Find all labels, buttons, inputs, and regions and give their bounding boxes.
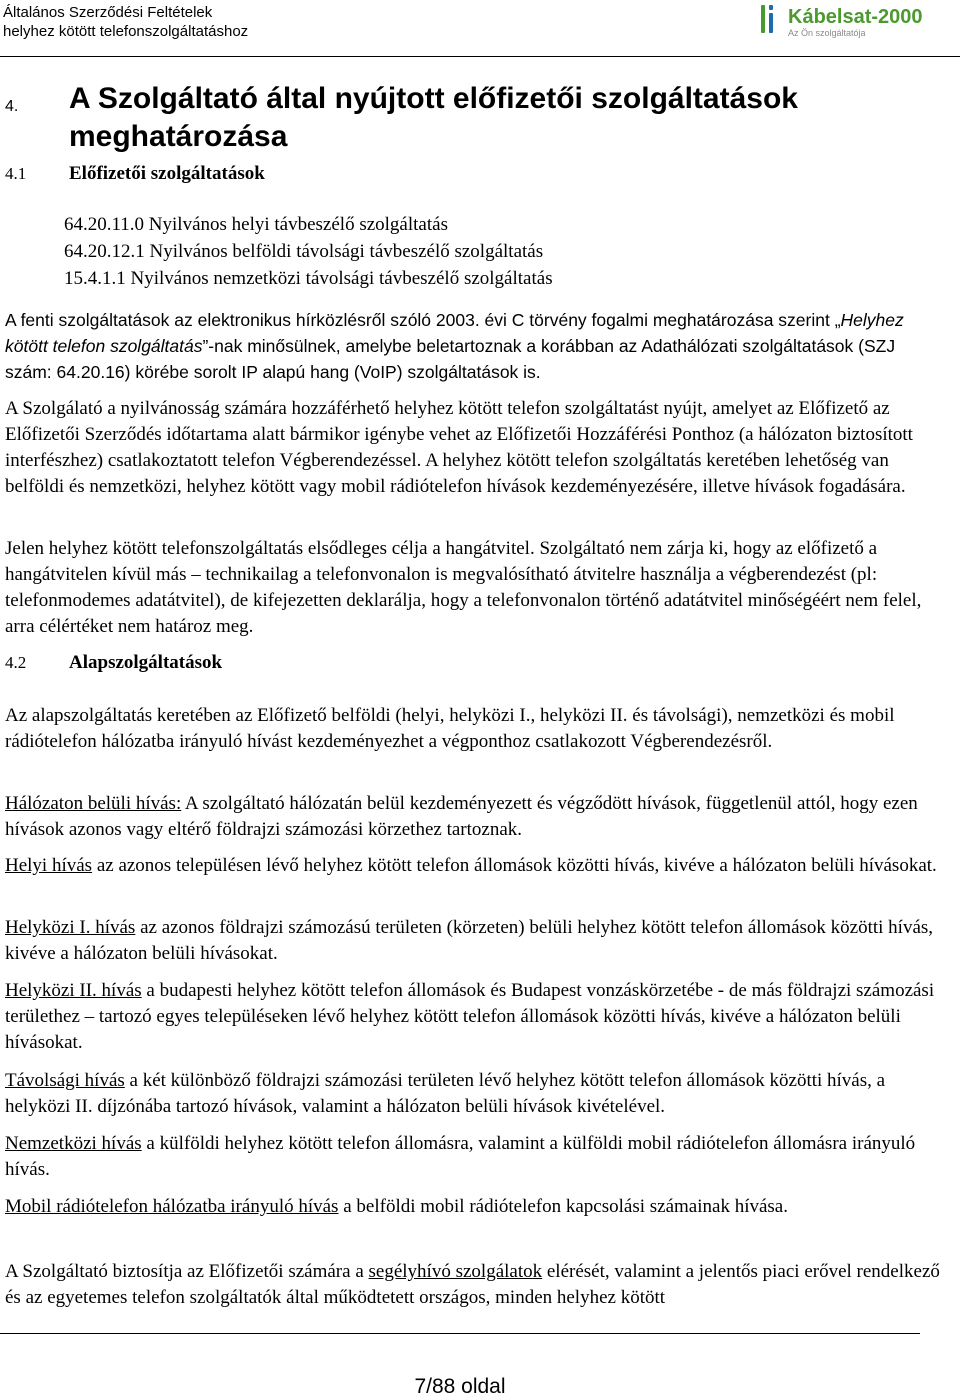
section-4-heading: [5, 80, 945, 156]
footer-divider: [0, 1333, 920, 1334]
definition-international-call: [5, 1131, 945, 1183]
definition-long-distance-call: [5, 1068, 945, 1120]
document-header: [3, 3, 248, 41]
paragraph-service-provision: A Szolgálató a nyilvánosság számára hozzáférhető helyhez kötött telefon szolgáltatást nyújt, amelyet az Előfizető az Előfizetői Szerződés időtartama alatt bármikor igénybe vehet az Előfizetői Hozzáférési Ponthoz (a hálózaton biztosított interfészhez) csatlakoztatott telefon Végberendezéssel. A helyhez kötött telefon szolgáltatás keretében lehetőség van belföldi és nemzetközi, helyhez kötött vagy mobil rádiótelefon hívások kezdeményezésére, illetve hívások fogadására.: [5, 398, 913, 497]
section-4-title: A Szolgáltató által nyújtott előfizetői szolgáltatások meghatározása: [69, 82, 798, 153]
definition-text: a külföldi helyhez kötött telefon állomásra, valamint a külföldi mobil rádiótelefon állomásra irányuló hívás.: [5, 1133, 916, 1180]
definition-network-internal-call: [5, 791, 945, 843]
service-item: 15.4.1.1 Nyilvános nemzetközi távolsági távbeszélő szolgáltatás: [64, 268, 553, 289]
term-intercity-2-call[interactable]: Helyközi II. hívás: [5, 980, 142, 1001]
section-4-1-heading: [5, 162, 265, 186]
paragraph-basic-services: Az alapszolgáltatás keretében az Előfizető belföldi (helyi, helyközi I., helyközi II. és távolsági), nemzetközi és mobil rádiótelefon hálózatba irányuló hívást kezdeményezhet a végponthoz csatlakozott Végberendezésről.: [5, 705, 895, 752]
paragraph-service-definition: [5, 307, 945, 385]
section-4-number: 4.: [5, 98, 19, 115]
paragraph-emergency-services: [5, 1259, 945, 1311]
p5-text-a: A Szolgáltató biztosítja az Előfizetői számára a: [5, 1261, 369, 1282]
term-network-internal-call[interactable]: Hálózaton belüli hívás:: [5, 793, 182, 814]
p1-text-b: ”-nak minősülnek, amelybe beletartoznak a korábban az Adathálózati szolgáltatások (SZJ szám: 64.20.16) körébe sorolt IP alapú hang (VoIP) szolgáltatások is.: [5, 336, 896, 382]
term-mobile-call[interactable]: Mobil rádiótelefon hálózatba irányuló hívás: [5, 1196, 339, 1217]
header-title-line2: helyhez kötött telefonszolgáltatáshoz: [3, 23, 249, 40]
definition-local-call: [5, 853, 945, 879]
section-4-2-title: Alapszolgáltatások: [69, 652, 223, 673]
service-item: 64.20.11.0 Nyilvános helyi távbeszélő szolgáltatás: [64, 214, 448, 235]
definition-text: az azonos földrajzi számozású területen (körzeten) belüli helyhez kötött telefon állomások közötti hívás, kivéve a hálózaton belüli hívásokat.: [5, 917, 934, 964]
definition-mobile-call: [5, 1194, 945, 1220]
term-intercity-1-call[interactable]: Helyközi I. hívás: [5, 917, 136, 938]
definition-text: A szolgáltató hálózatán belül kezdeményezett és végződött hívások, függetlenül attól, hogy ezen hívások azonos vagy eltérő földrajzi számozási körzethez tartoznak.: [5, 793, 918, 840]
p1-emphasis: Helyhez kötött telefon szolgáltatás: [5, 310, 904, 356]
definition-text: a budapesti helyhez kötött telefon állomások és Budapest vonzáskörzetébe - de más földrajzi számozási területhez – tartozó egyes településeken lévő helyhez kötött telefon állomások közötti hívás, kivéve a hálózaton belüli hívásokat.: [5, 980, 935, 1053]
logo-tagline: Az Ön szolgáltatója: [788, 28, 866, 38]
page-number: 7/88 oldal: [414, 1375, 506, 1398]
header-title-line1: Általános Szerződési Feltételek: [3, 4, 213, 21]
term-local-call[interactable]: Helyi hívás: [5, 855, 93, 876]
definition-text: a belföldi mobil rádiótelefon kapcsolási számainak hívása.: [338, 1196, 788, 1217]
term-international-call[interactable]: Nemzetközi hívás: [5, 1133, 142, 1154]
section-4-2-heading: [5, 651, 222, 675]
p5-text-b: elérését, valamint a jelentős piaci erővel rendelkező és az egyetemes telefon szolgáltatók által működtetett országos, minden helyhez kötött: [5, 1261, 940, 1308]
definition-text: a két különböző földrajzi számozási területen lévő helyhez kötött telefon állomások közötti hívás, a helyközi II. díjzónába tartozó hívások, valamint a hálózaton belüli hívások kivételével.: [5, 1070, 886, 1117]
section-4-1-title: Előfizetői szolgáltatások: [69, 163, 265, 184]
logo-name: Kábelsat-2000: [788, 6, 923, 28]
definition-intercity-1-call: [5, 915, 945, 967]
paragraph-voice-transmission: Jelen helyhez kötött telefonszolgáltatás elsődleges célja a hangátvitel. Szolgáltató nem zárja ki, hogy az előfizető a hangátvitelen kívül más – technikailag a telefonvonalon is megvalósítható átvitelre használja a végberendezést (pl: telefonmodemes adatátvitel), de kifejezetten deklarálja, hogy a telefonvonalon történő adatátvitel minőségéért nem felel, arra célértéket nem határoz meg.: [5, 538, 922, 637]
section-4-2-number: 4.2: [5, 653, 27, 672]
service-code-list: [64, 211, 553, 292]
section-4-1-number: 4.1: [5, 164, 27, 183]
header-divider: [0, 56, 960, 57]
service-item: 64.20.12.1 Nyilvános belföldi távolsági távbeszélő szolgáltatás: [64, 241, 544, 262]
term-long-distance-call[interactable]: Távolsági hívás: [5, 1070, 125, 1091]
emergency-services-link[interactable]: segélyhívó szolgálatok: [368, 1261, 543, 1282]
p1-text-a: A fenti szolgáltatások az elektronikus hírközlésről szóló 2003. évi C törvény fogalmi meghatározása szerint „: [5, 310, 841, 330]
definition-text: az azonos településen lévő helyhez kötött telefon állomások közötti hívás, kivéve a hálózaton belüli hívásokat.: [92, 855, 937, 876]
definition-intercity-2-call: [5, 978, 945, 1056]
kabelsat-logo: [758, 2, 958, 42]
